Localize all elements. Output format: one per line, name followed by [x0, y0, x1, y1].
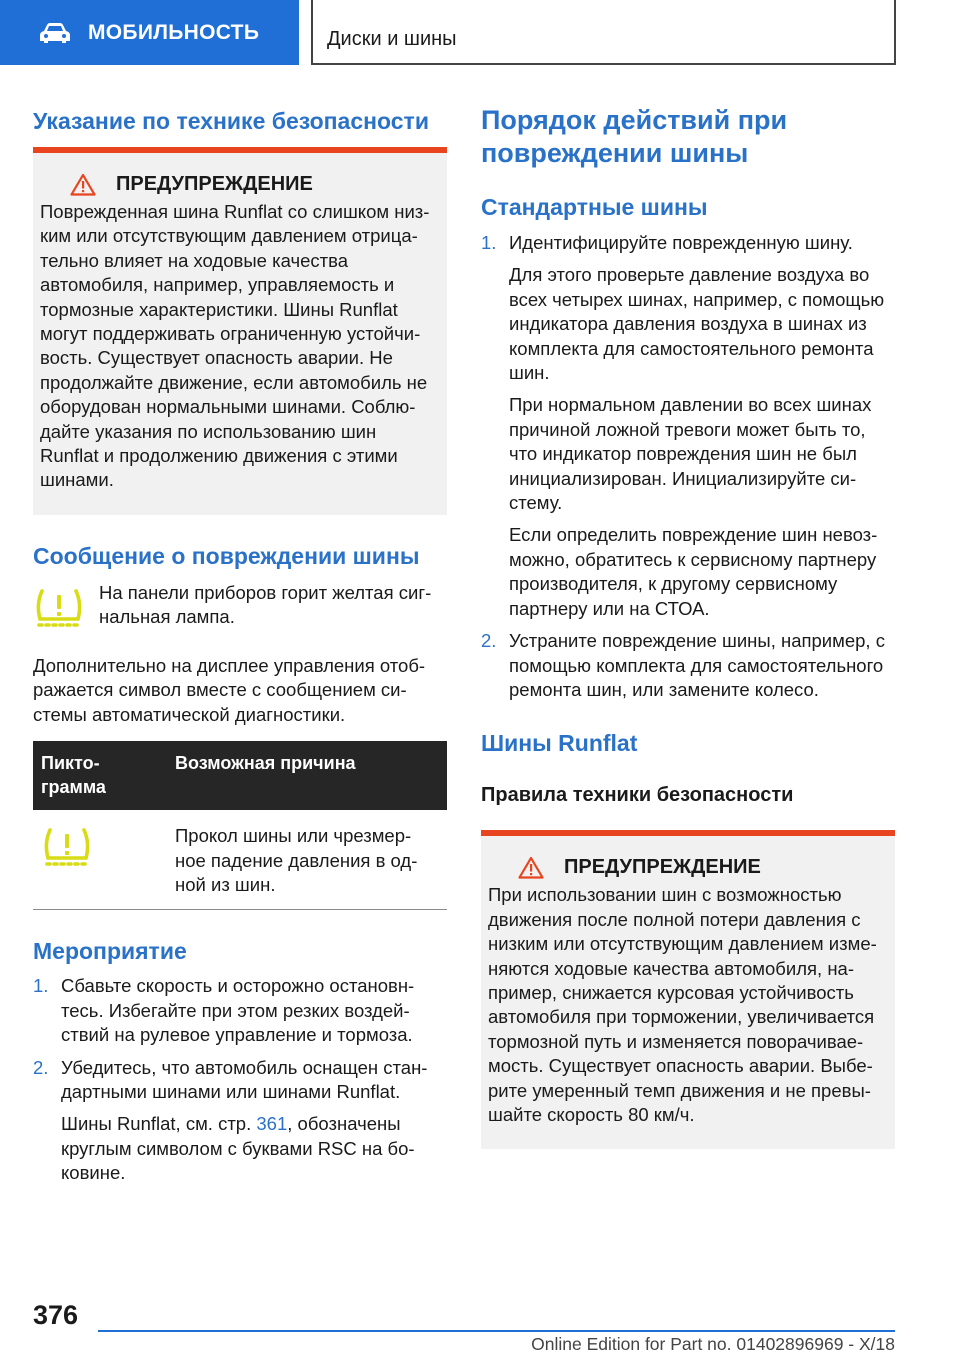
step-line: Устраните повреждение шины, например, с: [509, 630, 885, 652]
tire-pressure-warning-icon: [41, 826, 93, 872]
step-line: ремонта шин, или замените колесо.: [509, 678, 819, 700]
step-line: инициализирован. Инициализируйте си-: [509, 467, 857, 489]
warning-box: [481, 830, 895, 1149]
list-item: [33, 974, 447, 1047]
warning-line: вость. Существует опасность аварии. Не: [40, 347, 393, 369]
procedure-heading-line: Порядок действий при: [481, 105, 788, 135]
step-line: дартными шинами или шинами Runflat.: [61, 1080, 401, 1102]
step-line: шин.: [509, 362, 550, 384]
step-line: тесь. Избегайте при этом резких воздей-: [61, 999, 410, 1021]
step-line: причиной ложной тревоги может быть то,: [509, 418, 866, 440]
step-line: помощью комплекта для самостоятельного: [509, 654, 884, 676]
step-line: партнеру или на СТОА.: [509, 597, 710, 619]
warning-triangle-icon: [70, 173, 96, 196]
warning-line: шайте скорость 80 км/ч.: [488, 1103, 695, 1125]
warning-line: продолжайте движение, если автомобиль не: [40, 371, 428, 393]
step-line: Если определить повреждение шин невоз-: [509, 524, 878, 546]
standard-tires-heading: Стандартные шины: [481, 194, 708, 220]
step-line: Для этого проверьте давление воздуха во: [509, 264, 870, 286]
chapter-tab[interactable]: [0, 0, 299, 65]
safety-heading: Указание по технике безопасности: [33, 108, 429, 134]
cause-line: Прокол шины или чрезмер-: [175, 825, 412, 847]
runflat-note: [33, 1112, 447, 1185]
warning-line: дайте указания по использованию шин: [40, 420, 377, 442]
table-cell-pictogram: [41, 824, 175, 897]
lamp-icon-wrap: [33, 581, 99, 638]
step-line: индикатора давления воздуха в шинах из: [509, 313, 867, 335]
warning-line: движения после полной потери давления с: [488, 908, 861, 930]
lamp-line: нальная лампа.: [99, 606, 235, 628]
warning-title: [40, 171, 441, 197]
step-line: Идентифицируйте поврежденную шину.: [509, 232, 853, 253]
table-header-text: грамма: [41, 777, 106, 798]
step-text: [509, 629, 895, 702]
cause-line: ной из шин.: [175, 873, 276, 895]
measures-heading: Мероприятие: [33, 938, 187, 965]
table-header: [33, 741, 447, 810]
warning-line: ким или отсутствующим давлением отрица-: [40, 225, 418, 247]
table-header-cause: Возможная причина: [175, 753, 356, 774]
step-line: производителя, к другому сервисному: [509, 573, 838, 595]
warning-line: низким или отсутствующим давлением изме-: [488, 933, 877, 955]
step-line: При нормальном давлении во всех шинах: [509, 394, 872, 416]
warning-line: При использовании шин с возможностью: [488, 884, 842, 906]
step-line: всех четырех шинах, например, с помощью: [509, 288, 885, 310]
procedure-list: [481, 231, 895, 702]
table-header-pictogram: [41, 751, 175, 799]
warning-title-text: ПРЕДУПРЕЖДЕНИЕ: [564, 856, 761, 879]
lamp-block: [33, 581, 447, 638]
step-line: комплекта для самостоятельного ремонта: [509, 337, 874, 359]
lamp-text: [99, 581, 431, 638]
warning-line: тельно влияет на ходовые качества: [40, 249, 349, 271]
runflat-heading: Шины Runflat: [481, 730, 638, 757]
step-number: 1.: [33, 975, 49, 997]
step-line: ствий на рулевое управление и тормоза.: [61, 1024, 413, 1046]
warning-line: автомобиля при торможении, увеличивается: [488, 1006, 875, 1028]
warning-line: оборудован нормальными шинами. Соблю-: [40, 396, 416, 418]
runflat-note-line: ковине.: [61, 1162, 126, 1184]
cause-line: ное падение давления в од-: [175, 849, 418, 871]
warning-box: [33, 147, 447, 515]
edition-text: Online Edition for Part no. 01402896969 - X/18: [531, 1334, 895, 1354]
warning-line: рите умеренный темп движения и не превы-: [488, 1079, 871, 1101]
page-reference-link[interactable]: 361: [256, 1113, 288, 1135]
warning-line: могут поддерживать ограниченную устойчи-: [40, 323, 421, 345]
step-text: [61, 974, 447, 1047]
chapter-tab-label: МОБИЛЬНОСТЬ: [88, 20, 260, 44]
procedure-heading-line: повреждении шины: [481, 138, 749, 168]
warning-line: тормозные характеристики. Шины Runflat: [40, 298, 398, 320]
page-number: 376: [33, 1300, 79, 1330]
step-text: [61, 1056, 447, 1105]
car-icon: [38, 22, 72, 44]
step-number: 2.: [481, 630, 497, 652]
message-heading: Сообщение о повреждении шины: [33, 542, 420, 569]
runflat-note-line: круглым символом с буквами RSC на бо-: [61, 1137, 415, 1159]
step-paragraph: [481, 393, 895, 515]
display-line: Дополнительно на дисплее управления отоб-: [33, 654, 426, 676]
step-paragraph: [481, 263, 895, 385]
step-paragraph: [481, 523, 895, 621]
warning-line: автомобиля, например, управляемость и: [40, 274, 395, 296]
step-line: стему.: [509, 492, 563, 514]
warning-line: няются ходовые качества автомобиля, на-: [488, 957, 854, 979]
table-row: [33, 810, 447, 910]
right-column: [481, 100, 895, 1149]
warning-line: Поврежденная шина Runflat со слишком низ-: [40, 201, 430, 222]
step-line: Сбавьте скорость и осторожно остановн-: [61, 975, 415, 997]
runflat-note-text: , обозначены: [287, 1113, 401, 1135]
rules-heading: Правила техники безопасности: [481, 784, 794, 807]
step-line: можно, обратитесь к сервисному партнеру: [509, 548, 877, 570]
display-line: стемы автоматической диагностики.: [33, 703, 346, 725]
list-item: [33, 1056, 447, 1105]
cause-table: [33, 741, 447, 910]
warning-line: Runflat и продолжению движения с этими: [40, 445, 398, 467]
runflat-note-line: [61, 1112, 447, 1136]
list-item: [481, 629, 895, 702]
table-cell-cause: [175, 824, 417, 897]
tire-pressure-warning-icon: [33, 587, 85, 633]
list-item: [481, 231, 895, 255]
step-number: 1.: [481, 232, 497, 253]
measures-list: [33, 974, 447, 1185]
warning-line: мость. Существует опасность аварии. Выбе-: [488, 1055, 873, 1077]
display-text: [33, 654, 447, 727]
warning-line: тормозной путь и изменяется поворачивае-: [488, 1030, 864, 1052]
warning-title: [488, 854, 889, 880]
warning-line: пример, снижается курсовая устойчивость: [488, 981, 854, 1003]
step-line: Убедитесь, что автомобиль оснащен стан-: [61, 1056, 428, 1078]
warning-title-text: ПРЕДУПРЕЖДЕНИЕ: [116, 173, 313, 195]
footer-divider: [98, 1330, 895, 1332]
procedure-heading: [481, 104, 895, 170]
warning-triangle-icon: [518, 856, 544, 879]
step-line: что индикатор повреждения шин не был: [509, 443, 857, 465]
warning-line: шинами.: [40, 469, 114, 491]
left-column: [33, 100, 447, 1186]
section-title-box: [311, 0, 896, 65]
lamp-line: На панели приборов горит желтая сиг-: [99, 581, 432, 603]
display-line: ражается символ вместе с сообщением си-: [33, 679, 407, 701]
section-title: Диски и шины: [327, 28, 457, 50]
runflat-note-text: Шины Runflat, см. стр.: [61, 1113, 257, 1135]
step-number: 2.: [33, 1056, 49, 1078]
table-header-text: Пикто-: [41, 753, 100, 774]
